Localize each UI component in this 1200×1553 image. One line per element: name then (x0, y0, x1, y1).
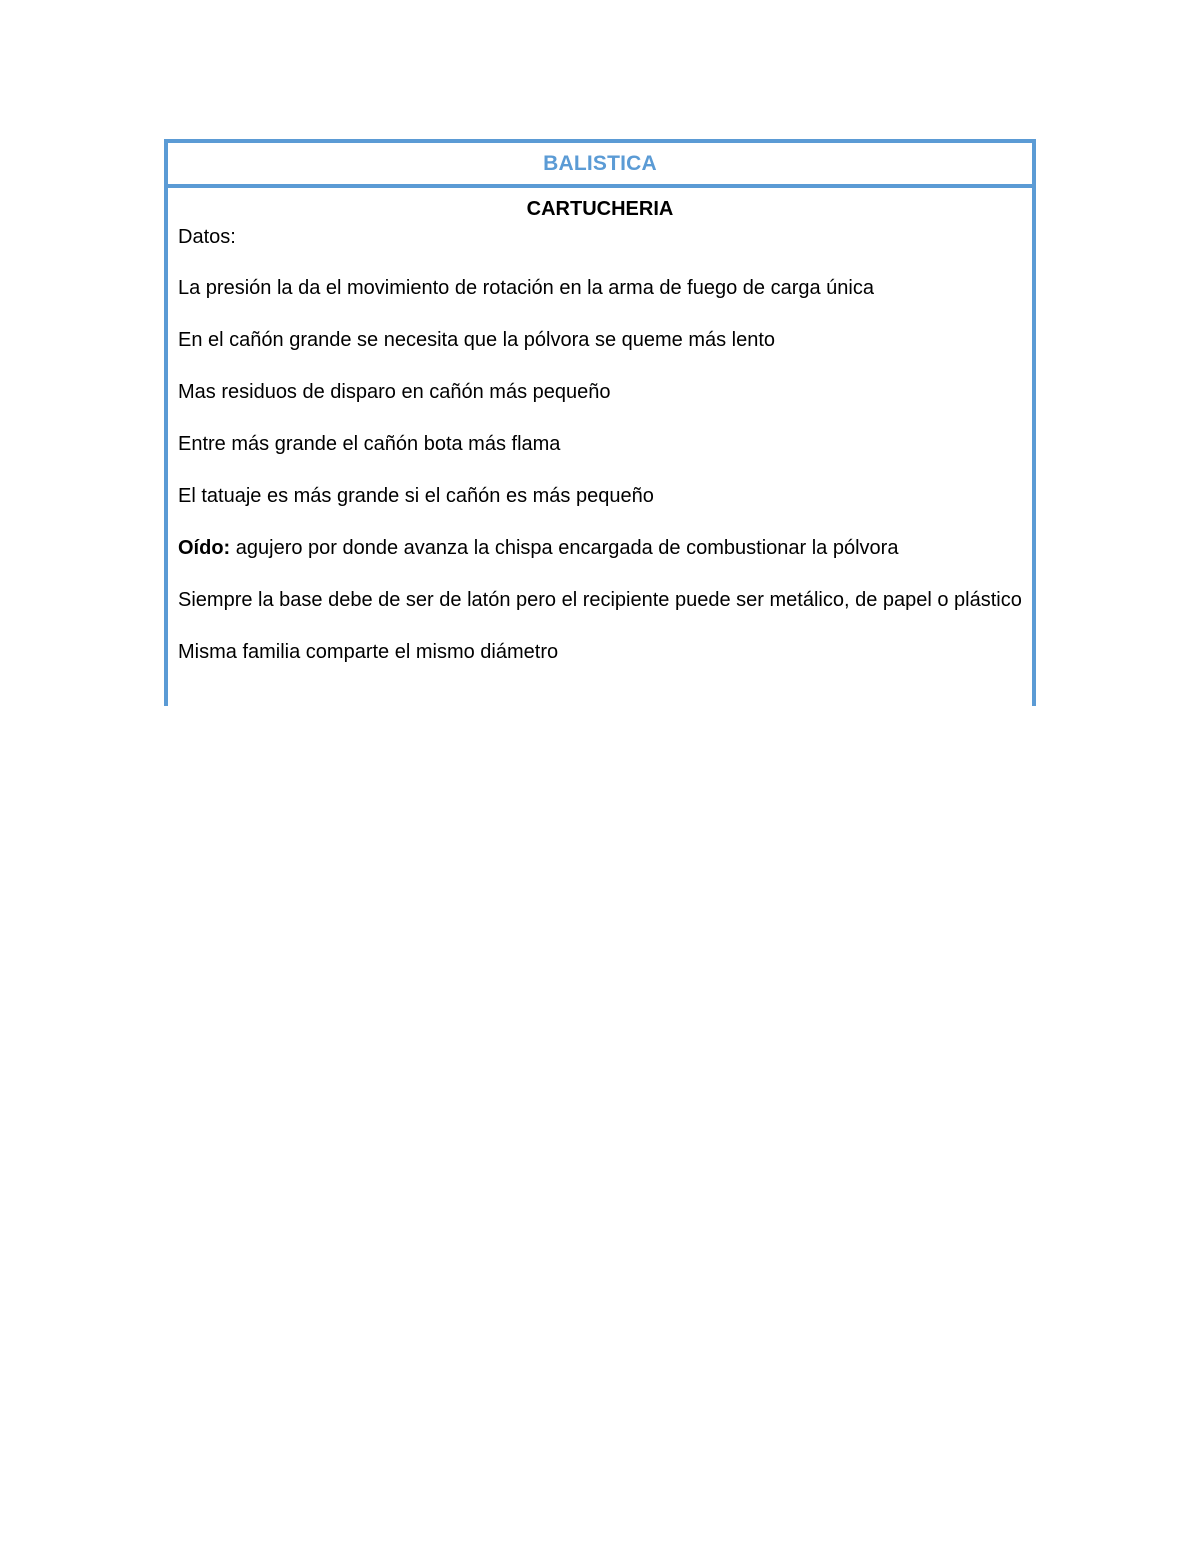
list-item (178, 586, 1022, 614)
list-item (178, 274, 1022, 302)
list-item (178, 326, 1022, 354)
title-cell (164, 139, 1036, 188)
list-item-text: Entre más grande el cañón bota más flama (178, 433, 561, 455)
list-item-text: Siempre la base debe de ser de latón pero el recipiente puede ser metálico, de papel o plástico (178, 589, 1022, 611)
document-title: BALISTICA (543, 151, 657, 175)
list-item-text: Misma familia comparte el mismo diámetro (178, 641, 559, 663)
body-cell (164, 188, 1036, 706)
datos-label: Datos: (178, 226, 236, 248)
list-item-text: La presión la da el movimiento de rotación en la arma de fuego de carga única (178, 277, 874, 299)
list-item (178, 482, 1022, 510)
list-item-text: En el cañón grande se necesita que la pólvora se queme más lento (178, 329, 776, 351)
content-table (164, 139, 1036, 706)
list-item (178, 638, 1022, 666)
list-item-text: El tatuaje es más grande si el cañón es más pequeño (178, 485, 654, 507)
list-item-text: agujero por donde avanza la chispa encargada de combustionar la pólvora (230, 537, 899, 559)
section-heading: CARTUCHERIA (526, 198, 674, 220)
list-item (178, 534, 1022, 562)
list-item (178, 378, 1022, 406)
list-item-text: Mas residuos de disparo en cañón más pequeño (178, 381, 611, 403)
list-item (178, 430, 1022, 458)
definition-term: Oído: (178, 537, 231, 559)
